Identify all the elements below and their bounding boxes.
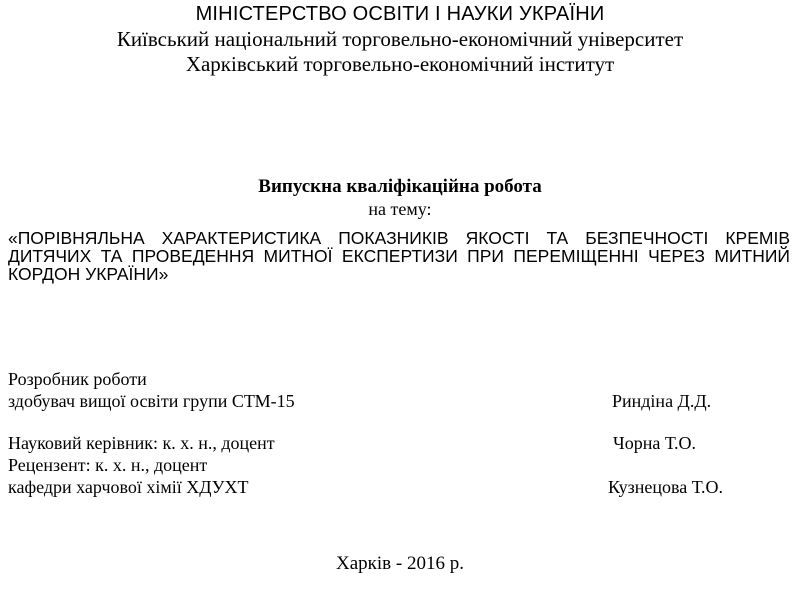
title-page-header bbox=[0, 2, 800, 77]
supervisor-row bbox=[8, 432, 792, 454]
developer-label: Розробник роботи bbox=[8, 369, 147, 389]
work-topic: «ПОРІВНЯЛЬНА ХАРАКТЕРИСТИКА ПОКАЗНИКІВ ЯКОСТІ ТА БЕЗПЕЧНОСТІ КРЕМІВ ДИТЯЧИХ ТА ПРОВЕДЕННЯ МИТНОЇ ЕКСПЕРТИЗИ ПРИ ПЕРЕМІЩЕННІ ЧЕРЕЗ МИТНИЙ КОРДОН УКРАЇНИ» bbox=[8, 228, 790, 284]
spacer bbox=[8, 412, 792, 432]
university-name: Київський національний торговельно-економічний університет bbox=[116, 27, 684, 51]
reviewer-department: кафедри харчової хімії ХДУХТ bbox=[8, 477, 249, 497]
developer-role: здобувач вищої освіти групи СТМ-15 bbox=[8, 391, 295, 411]
reviewer-name: Кузнецова Т.О. bbox=[608, 477, 723, 497]
developer-label-row bbox=[8, 368, 792, 390]
reviewer-row bbox=[8, 454, 792, 476]
institute-name: Харківський торговельно-економічний інститут bbox=[185, 52, 615, 76]
authors-block bbox=[8, 368, 792, 498]
work-type: Випускна кваліфікаційна робота bbox=[258, 176, 542, 197]
work-title-block bbox=[0, 176, 800, 220]
place-year: Харків - 2016 р. bbox=[336, 553, 464, 574]
developer-name: Риндіна Д.Д. bbox=[612, 391, 712, 411]
developer-row bbox=[8, 390, 792, 412]
ministry-name: МІНІСТЕРСТВО ОСВІТИ І НАУКИ УКРАЇНИ bbox=[195, 3, 605, 25]
on-topic-label: на тему: bbox=[368, 199, 432, 219]
reviewer-department-row bbox=[8, 476, 792, 498]
supervisor-name: Чорна Т.О. bbox=[613, 433, 697, 453]
reviewer-role: Рецензент: к. х. н., доцент bbox=[8, 455, 208, 475]
supervisor-role: Науковий керівник: к. х. н., доцент bbox=[8, 433, 275, 453]
